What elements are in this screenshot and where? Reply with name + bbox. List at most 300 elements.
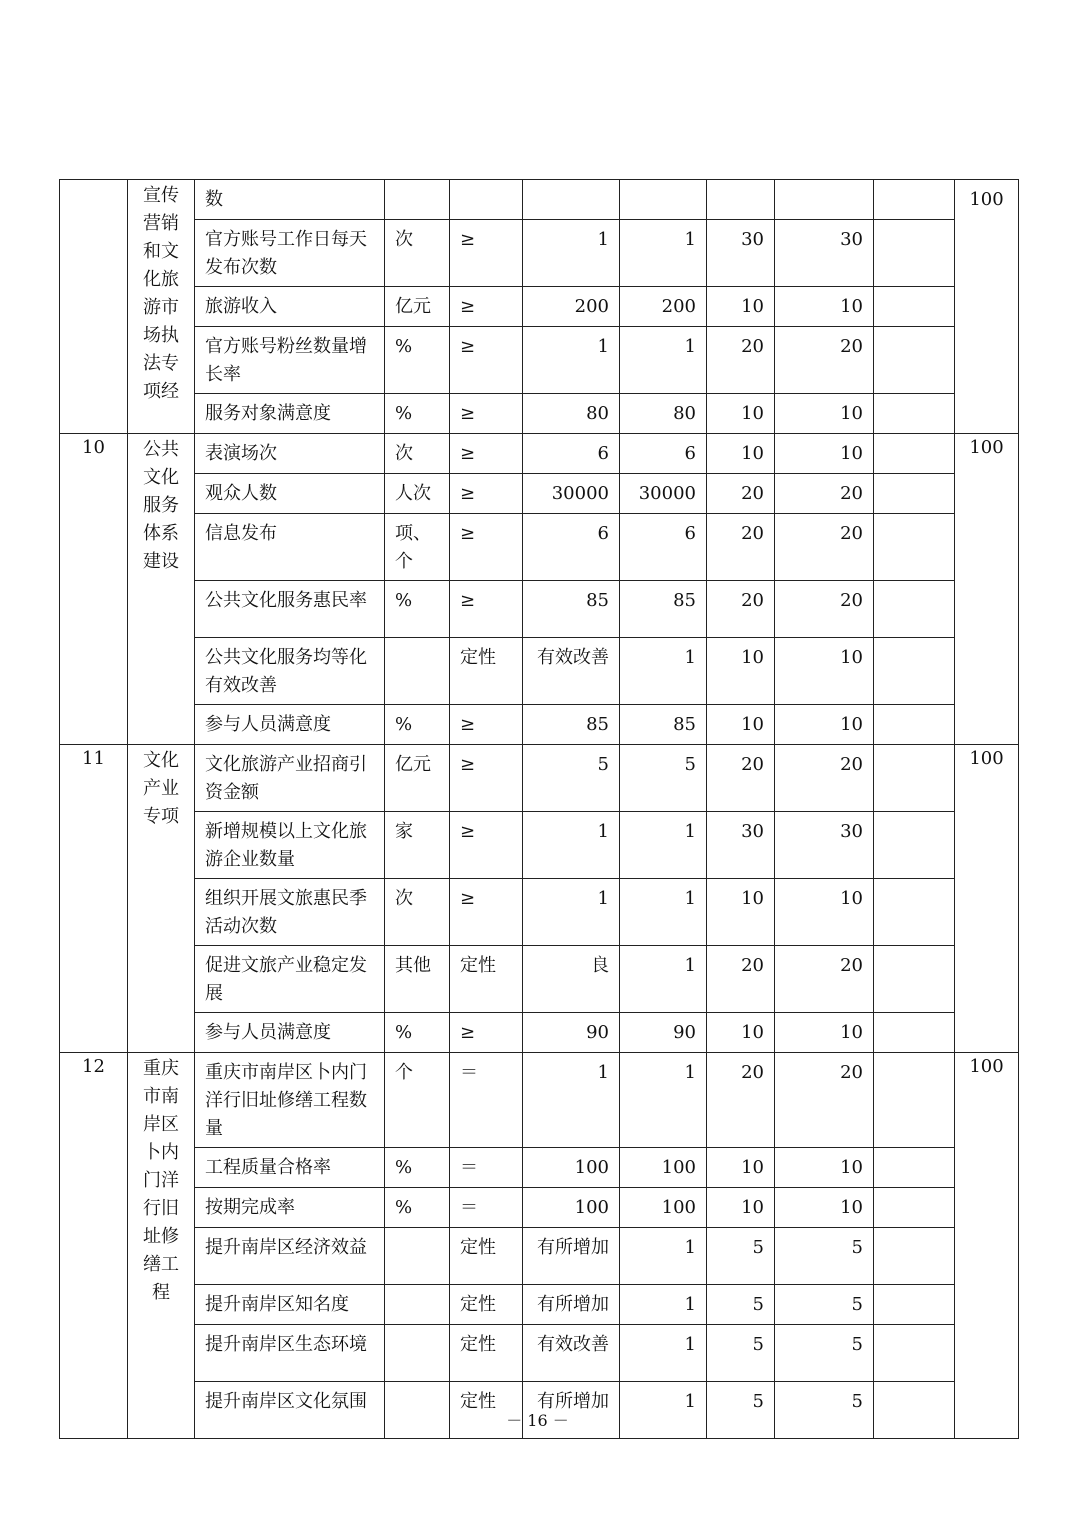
- table-row: [60, 745, 1019, 812]
- remark-cell: [874, 514, 955, 581]
- actual-value-cell: [620, 1053, 707, 1148]
- project-name-cell: [128, 1053, 195, 1439]
- score-text: 5: [851, 1237, 863, 1258]
- operator-cell: [450, 745, 523, 812]
- remark-text: [874, 812, 954, 822]
- remark-cell: [874, 1148, 955, 1188]
- actual-value-text: 100: [661, 1197, 696, 1218]
- table-row: [60, 394, 1019, 434]
- unit-cell: [385, 327, 450, 394]
- indicator-cell: [195, 879, 385, 946]
- weight-cell: [707, 1228, 775, 1285]
- target-value-text: 6: [597, 443, 609, 464]
- weight-cell: [707, 946, 775, 1013]
- remark-text: [874, 946, 954, 956]
- remark-text: [874, 581, 954, 591]
- indicator-cell: [195, 745, 385, 812]
- indicator-text: 服务对象满意度: [205, 403, 331, 424]
- unit-text: [385, 638, 449, 648]
- operator-cell: [450, 1188, 523, 1228]
- actual-value-cell: [620, 327, 707, 394]
- operator-cell: [450, 1228, 523, 1285]
- score-text: 20: [840, 955, 863, 976]
- indicator-text: 公共文化服务均等化有效改善: [205, 647, 367, 696]
- actual-value-text: 1: [684, 1334, 696, 1355]
- unit-cell: [385, 180, 450, 220]
- score-text: 20: [840, 336, 863, 357]
- weight-text: 10: [741, 1022, 764, 1043]
- table-row: [60, 474, 1019, 514]
- remark-cell: [874, 180, 955, 220]
- weight-text: 10: [741, 403, 764, 424]
- target-value-text: 100: [574, 1157, 609, 1178]
- indicator-cell: [195, 327, 385, 394]
- operator-text: ＝: [460, 1157, 478, 1178]
- row-number-text: 10: [82, 437, 105, 458]
- total-score-text: 100: [969, 437, 1004, 458]
- score-text: 10: [840, 403, 863, 424]
- unit-text: %: [395, 403, 413, 424]
- target-value-cell: [523, 474, 620, 514]
- total-score-cell: [955, 434, 1019, 745]
- operator-text: ≥: [460, 443, 476, 464]
- unit-text: [385, 1325, 449, 1335]
- actual-value-text: 1: [684, 955, 696, 976]
- target-value-text: 6: [597, 523, 609, 544]
- table-row: [60, 1325, 1019, 1382]
- actual-value-text: 1: [684, 1062, 696, 1083]
- remark-text: [874, 1188, 954, 1198]
- operator-cell: [450, 1148, 523, 1188]
- score-text: 10: [840, 443, 863, 464]
- unit-text: %: [395, 336, 413, 357]
- table-row: [60, 220, 1019, 287]
- indicator-text: 重庆市南岸区卜内门洋行旧址修缮工程数量: [205, 1062, 367, 1139]
- table-row: [60, 638, 1019, 705]
- unit-cell: [385, 394, 450, 434]
- score-cell: [775, 434, 874, 474]
- target-value-text: 有所增加: [537, 1237, 609, 1258]
- remark-text: [874, 220, 954, 230]
- actual-value-text: 1: [684, 821, 696, 842]
- weight-cell: [707, 1148, 775, 1188]
- actual-value-cell: [620, 474, 707, 514]
- unit-text: 其他: [395, 955, 431, 976]
- total-score-cell: [955, 180, 1019, 434]
- score-cell: [775, 1053, 874, 1148]
- operator-text: [450, 180, 522, 190]
- total-score-text: 100: [969, 1056, 1004, 1077]
- target-value-text: 85: [586, 714, 609, 735]
- remark-cell: [874, 394, 955, 434]
- actual-value-cell: [620, 287, 707, 327]
- score-cell: [775, 327, 874, 394]
- page-number: － 16 －: [506, 1411, 569, 1430]
- operator-cell: [450, 638, 523, 705]
- operator-cell: [450, 879, 523, 946]
- indicator-text: 官方账号工作日每天发布次数: [205, 229, 367, 278]
- unit-text: 项、个: [395, 523, 431, 572]
- remark-cell: [874, 1285, 955, 1325]
- unit-cell: [385, 812, 450, 879]
- unit-cell: [385, 705, 450, 745]
- weight-text: 20: [741, 483, 764, 504]
- table-row: [60, 1013, 1019, 1053]
- target-value-cell: [523, 1013, 620, 1053]
- operator-text: ≥: [460, 296, 476, 317]
- operator-cell: [450, 474, 523, 514]
- actual-value-cell: [620, 1148, 707, 1188]
- score-cell: [775, 474, 874, 514]
- indicator-text: 提升南岸区经济效益: [205, 1237, 367, 1258]
- unit-text: 亿元: [395, 296, 431, 317]
- score-text: 10: [840, 1157, 863, 1178]
- actual-value-text: 1: [684, 888, 696, 909]
- unit-cell: [385, 638, 450, 705]
- table-row: [60, 1053, 1019, 1148]
- unit-cell: [385, 1013, 450, 1053]
- project-name-text: 重庆市南岸区卜内门洋行旧址修缮工程: [143, 1058, 179, 1303]
- indicator-text: 促进文旅产业稳定发展: [205, 955, 367, 1004]
- target-value-text: 100: [574, 1197, 609, 1218]
- unit-text: 个: [395, 1062, 413, 1083]
- unit-cell: [385, 434, 450, 474]
- actual-value-text: 1: [684, 336, 696, 357]
- row-number-text: 12: [82, 1056, 105, 1077]
- unit-text: %: [395, 1022, 413, 1043]
- actual-value-text: 80: [673, 403, 696, 424]
- score-cell: [775, 879, 874, 946]
- operator-text: ≥: [460, 821, 476, 842]
- remark-cell: [874, 879, 955, 946]
- target-value-cell: [523, 1053, 620, 1148]
- table-row: [60, 946, 1019, 1013]
- indicator-cell: [195, 1285, 385, 1325]
- actual-value-cell: [620, 1013, 707, 1053]
- weight-cell: [707, 180, 775, 220]
- weight-text: 20: [741, 590, 764, 611]
- indicator-cell: [195, 220, 385, 287]
- unit-text: 人次: [395, 483, 431, 504]
- remark-text: [874, 434, 954, 444]
- actual-value-cell: [620, 1188, 707, 1228]
- unit-text: 亿元: [395, 754, 431, 775]
- remark-text: [874, 394, 954, 404]
- total-score-cell: [955, 745, 1019, 1053]
- remark-text: [874, 745, 954, 755]
- score-cell: [775, 581, 874, 638]
- score-text: 20: [840, 590, 863, 611]
- actual-value-cell: [620, 745, 707, 812]
- score-text: 30: [840, 229, 863, 250]
- weight-text: 30: [741, 229, 764, 250]
- actual-value-text: 5: [684, 754, 696, 775]
- table-row: [60, 180, 1019, 220]
- remark-text: [874, 1228, 954, 1238]
- weight-cell: [707, 1285, 775, 1325]
- actual-value-text: 1: [684, 647, 696, 668]
- weight-cell: [707, 1325, 775, 1382]
- indicator-cell: [195, 434, 385, 474]
- indicator-cell: [195, 474, 385, 514]
- weight-text: 5: [752, 1391, 764, 1412]
- row-number-cell: [60, 434, 128, 745]
- project-name-cell: [128, 745, 195, 1053]
- target-value-text: 30000: [551, 483, 609, 504]
- score-cell: [775, 946, 874, 1013]
- row-number-text: 11: [82, 748, 105, 769]
- weight-cell: [707, 287, 775, 327]
- operator-text: ≥: [460, 1022, 476, 1043]
- unit-text: [385, 1228, 449, 1238]
- table-row: [60, 327, 1019, 394]
- operator-cell: [450, 1325, 523, 1382]
- weight-cell: [707, 220, 775, 287]
- score-text: 10: [840, 888, 863, 909]
- unit-text: [385, 180, 449, 190]
- operator-cell: [450, 1285, 523, 1325]
- operator-text: 定性: [460, 647, 496, 668]
- indicator-text: 新增规模以上文化旅游企业数量: [205, 821, 367, 870]
- actual-value-text: 1: [684, 1294, 696, 1315]
- target-value-text: 90: [586, 1022, 609, 1043]
- target-value-cell: [523, 327, 620, 394]
- operator-text: ≥: [460, 754, 476, 775]
- weight-text: 10: [741, 296, 764, 317]
- score-cell: [775, 1325, 874, 1382]
- unit-cell: [385, 1148, 450, 1188]
- row-number-cell: [60, 180, 128, 434]
- unit-text: %: [395, 1157, 413, 1178]
- weight-cell: [707, 1053, 775, 1148]
- weight-cell: [707, 327, 775, 394]
- weight-cell: [707, 638, 775, 705]
- target-value-cell: [523, 705, 620, 745]
- indicator-cell: [195, 180, 385, 220]
- score-cell: [775, 1285, 874, 1325]
- remark-text: [874, 514, 954, 524]
- operator-text: 定性: [460, 1391, 496, 1412]
- actual-value-text: 85: [673, 714, 696, 735]
- weight-text: 10: [741, 888, 764, 909]
- score-text: 20: [840, 483, 863, 504]
- indicator-cell: [195, 1013, 385, 1053]
- score-text: 10: [840, 296, 863, 317]
- operator-cell: [450, 434, 523, 474]
- score-text: 5: [851, 1294, 863, 1315]
- score-text: 30: [840, 821, 863, 842]
- operator-cell: [450, 327, 523, 394]
- operator-cell: [450, 581, 523, 638]
- target-value-text: 200: [574, 296, 609, 317]
- remark-text: [874, 705, 954, 715]
- remark-cell: [874, 434, 955, 474]
- score-cell: [775, 638, 874, 705]
- operator-cell: [450, 220, 523, 287]
- unit-text: 次: [395, 443, 413, 464]
- weight-text: 5: [752, 1237, 764, 1258]
- indicator-cell: [195, 1148, 385, 1188]
- actual-value-text: [620, 180, 706, 190]
- indicator-text: 公共文化服务惠民率: [205, 590, 367, 611]
- target-value-cell: [523, 1325, 620, 1382]
- target-value-cell: [523, 180, 620, 220]
- score-text: 10: [840, 714, 863, 735]
- target-value-text: 有效改善: [537, 1334, 609, 1355]
- indicator-text: 旅游收入: [205, 296, 277, 317]
- target-value-cell: [523, 394, 620, 434]
- indicator-text: 参与人员满意度: [205, 714, 331, 735]
- indicator-cell: [195, 638, 385, 705]
- weight-text: 20: [741, 336, 764, 357]
- indicator-text: 按期完成率: [205, 1197, 295, 1218]
- remark-text: [874, 879, 954, 889]
- remark-text: [874, 287, 954, 297]
- remark-cell: [874, 327, 955, 394]
- operator-cell: [450, 287, 523, 327]
- unit-text: 次: [395, 888, 413, 909]
- actual-value-cell: [620, 1325, 707, 1382]
- table-body: [60, 180, 1019, 1439]
- unit-cell: [385, 474, 450, 514]
- unit-text: 家: [395, 821, 413, 842]
- weight-cell: [707, 705, 775, 745]
- indicator-cell: [195, 1188, 385, 1228]
- target-value-text: 80: [586, 403, 609, 424]
- table-row: [60, 1148, 1019, 1188]
- weight-cell: [707, 1013, 775, 1053]
- target-value-text: 5: [597, 754, 609, 775]
- indicator-cell: [195, 1325, 385, 1382]
- operator-cell: [450, 394, 523, 434]
- target-value-text: 1: [597, 1062, 609, 1083]
- indicator-cell: [195, 514, 385, 581]
- total-score-cell: [955, 1053, 1019, 1439]
- unit-text: %: [395, 590, 413, 611]
- unit-cell: [385, 1285, 450, 1325]
- unit-cell: [385, 514, 450, 581]
- remark-cell: [874, 1228, 955, 1285]
- target-value-text: 1: [597, 888, 609, 909]
- remark-text: [874, 638, 954, 648]
- indicator-cell: [195, 581, 385, 638]
- remark-text: [874, 1013, 954, 1023]
- remark-cell: [874, 581, 955, 638]
- operator-cell: [450, 514, 523, 581]
- project-name-cell: [128, 180, 195, 434]
- score-cell: [775, 287, 874, 327]
- unit-cell: [385, 879, 450, 946]
- weight-text: 10: [741, 714, 764, 735]
- score-cell: [775, 1228, 874, 1285]
- actual-value-cell: [620, 581, 707, 638]
- actual-value-text: 85: [673, 590, 696, 611]
- remark-cell: [874, 705, 955, 745]
- actual-value-cell: [620, 434, 707, 474]
- score-text: 10: [840, 1197, 863, 1218]
- operator-cell: [450, 946, 523, 1013]
- target-value-cell: [523, 638, 620, 705]
- target-value-cell: [523, 812, 620, 879]
- target-value-text: 1: [597, 821, 609, 842]
- actual-value-text: 100: [661, 1157, 696, 1178]
- remark-cell: [874, 1325, 955, 1382]
- row-number-cell: [60, 745, 128, 1053]
- score-cell: [775, 1148, 874, 1188]
- indicator-text: 信息发布: [205, 523, 277, 544]
- total-score-text: 100: [969, 748, 1004, 769]
- unit-text: [385, 1285, 449, 1295]
- score-cell: [775, 514, 874, 581]
- table-row: [60, 1285, 1019, 1325]
- unit-cell: [385, 1228, 450, 1285]
- score-cell: [775, 1188, 874, 1228]
- weight-text: 10: [741, 443, 764, 464]
- indicator-text: 观众人数: [205, 483, 277, 504]
- indicator-text: 提升南岸区文化氛围: [205, 1391, 367, 1412]
- remark-cell: [874, 638, 955, 705]
- indicator-text: 数: [205, 189, 223, 210]
- indicator-cell: [195, 287, 385, 327]
- table-row: [60, 705, 1019, 745]
- remark-cell: [874, 745, 955, 812]
- row-number-cell: [60, 1053, 128, 1439]
- target-value-cell: [523, 581, 620, 638]
- operator-text: ≥: [460, 714, 476, 735]
- remark-text: [874, 474, 954, 484]
- target-value-cell: [523, 745, 620, 812]
- indicator-text: 表演场次: [205, 443, 277, 464]
- performance-table: [59, 179, 1019, 1439]
- table-row: [60, 812, 1019, 879]
- indicator-cell: [195, 705, 385, 745]
- table-row: [60, 287, 1019, 327]
- weight-text: 20: [741, 1062, 764, 1083]
- weight-cell: [707, 581, 775, 638]
- weight-cell: [707, 394, 775, 434]
- score-text: 20: [840, 754, 863, 775]
- target-value-cell: [523, 1148, 620, 1188]
- indicator-cell: [195, 1228, 385, 1285]
- target-value-text: 良: [591, 955, 609, 976]
- remark-cell: [874, 946, 955, 1013]
- actual-value-cell: [620, 812, 707, 879]
- actual-value-text: 90: [673, 1022, 696, 1043]
- operator-cell: [450, 1053, 523, 1148]
- weight-cell: [707, 434, 775, 474]
- remark-text: [874, 1285, 954, 1295]
- project-name-text: 文化产业专项: [143, 750, 179, 827]
- operator-text: ≥: [460, 590, 476, 611]
- score-cell: [775, 812, 874, 879]
- score-text: 20: [840, 523, 863, 544]
- actual-value-text: 6: [684, 523, 696, 544]
- unit-text: [385, 1382, 449, 1392]
- target-value-cell: [523, 220, 620, 287]
- weight-cell: [707, 812, 775, 879]
- weight-cell: [707, 879, 775, 946]
- actual-value-text: 30000: [638, 483, 696, 504]
- actual-value-text: 1: [684, 1237, 696, 1258]
- operator-text: ＝: [460, 1197, 478, 1218]
- unit-cell: [385, 1188, 450, 1228]
- remark-text: [874, 1053, 954, 1063]
- remark-cell: [874, 287, 955, 327]
- unit-cell: [385, 287, 450, 327]
- weight-text: [707, 180, 774, 190]
- indicator-text: 文化旅游产业招商引资金额: [205, 754, 367, 803]
- operator-text: ≥: [460, 483, 476, 504]
